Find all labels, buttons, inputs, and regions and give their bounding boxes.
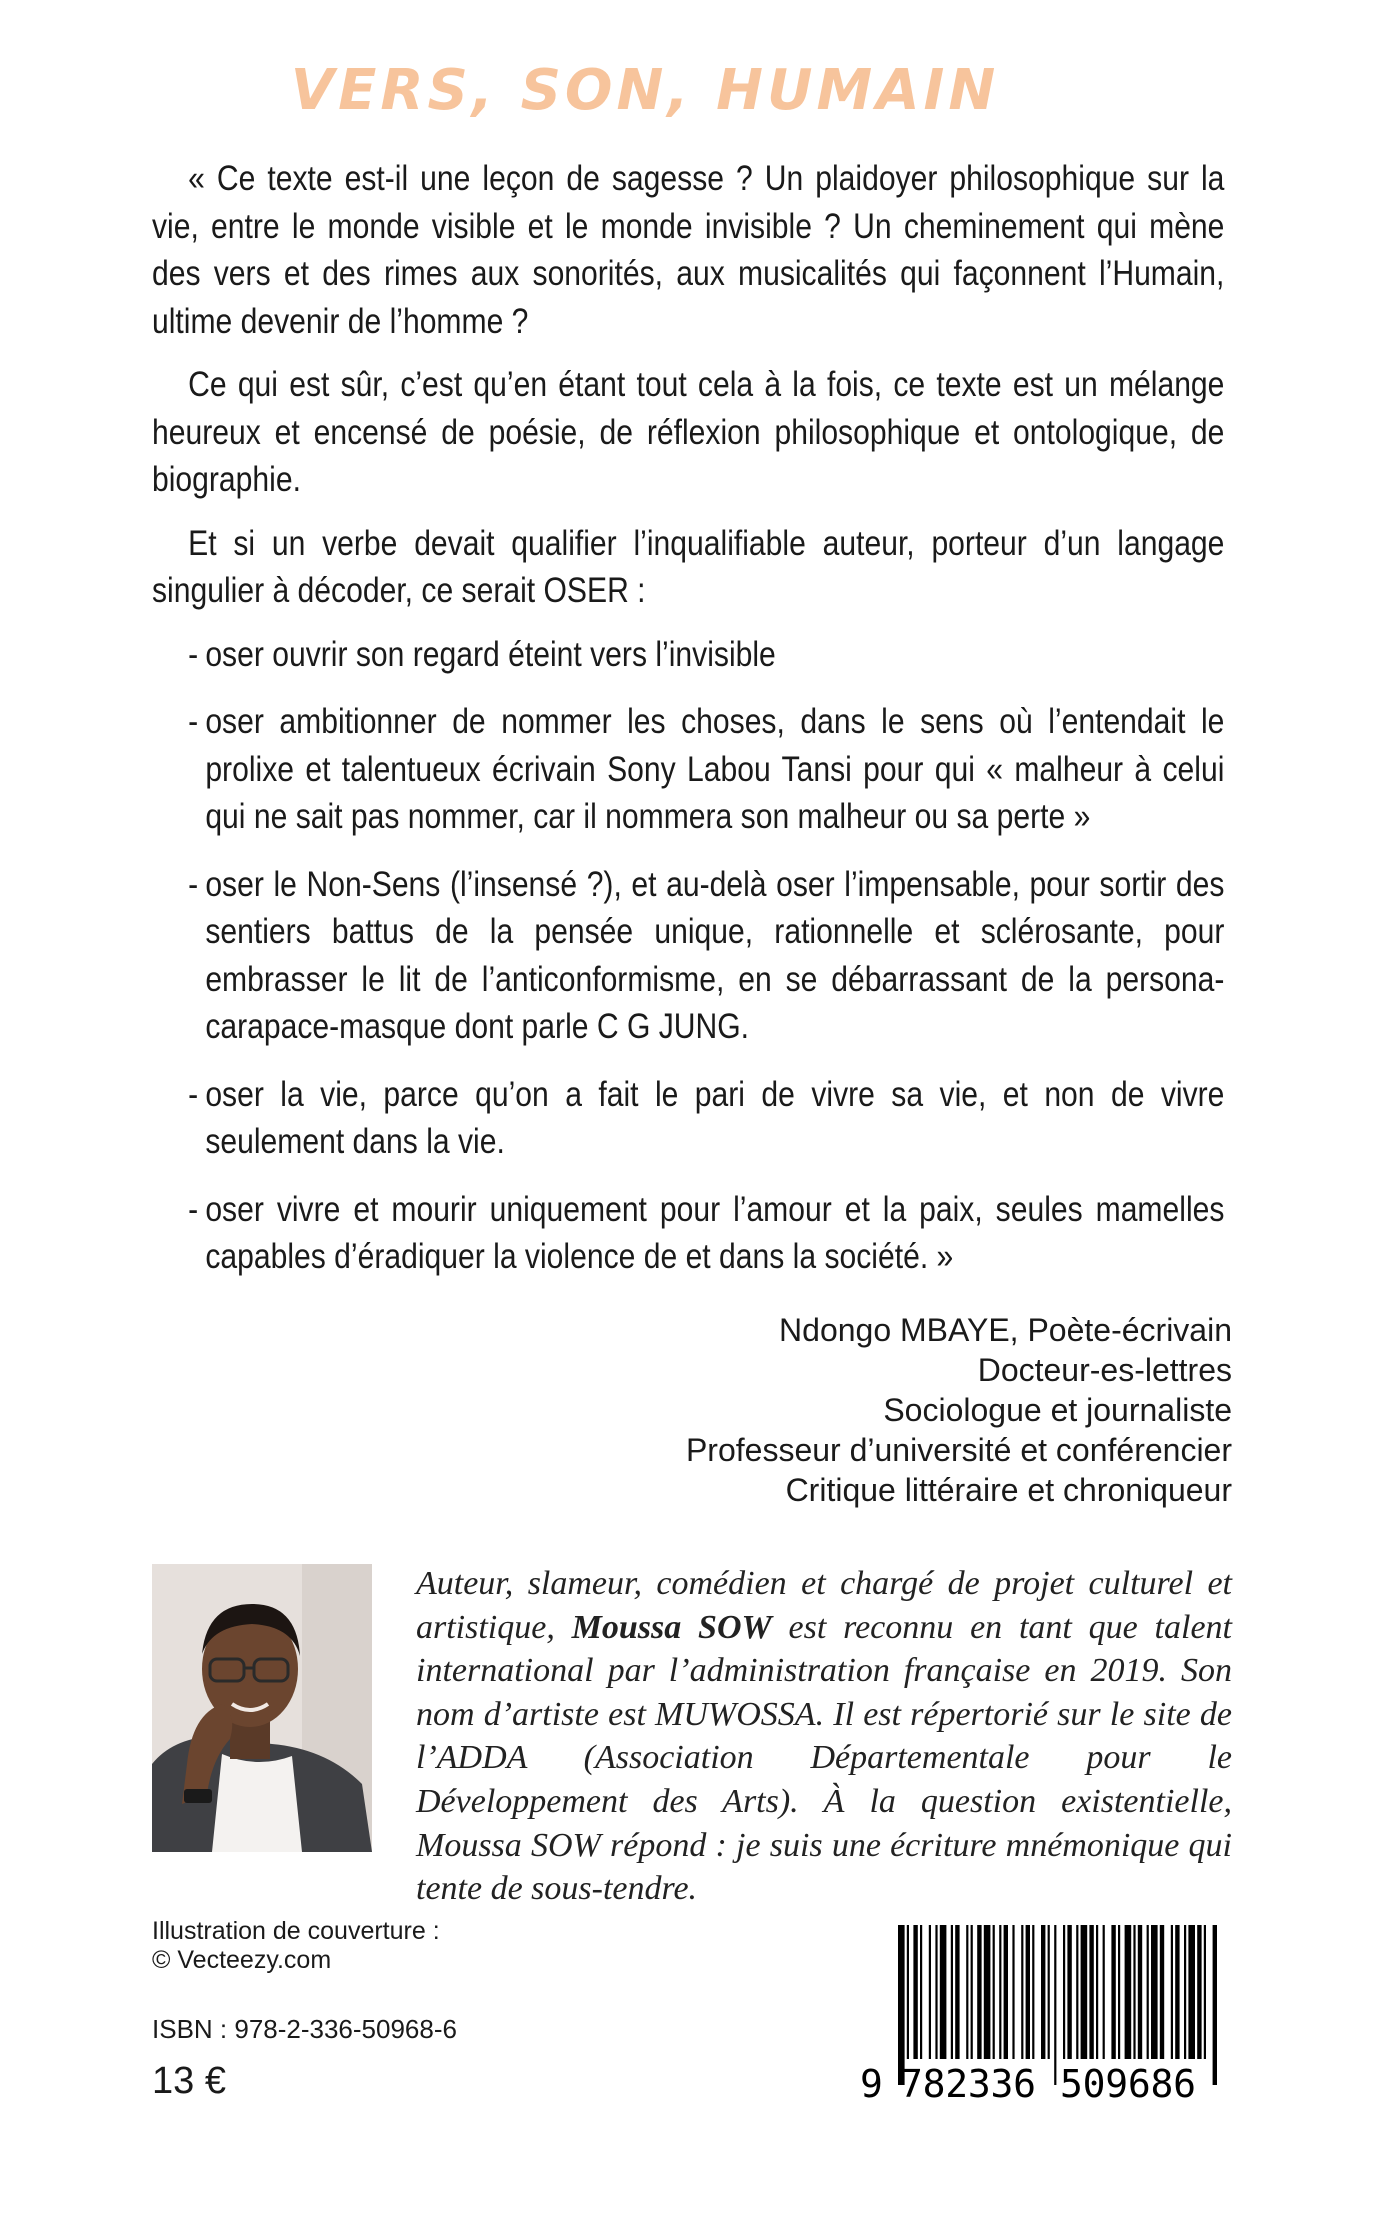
barcode-bar <box>1160 1925 1164 2059</box>
signature-line: Critique littéraire et chroniqueur <box>785 1472 1232 1508</box>
author-bio <box>416 1562 1232 1911</box>
barcode-bar <box>1048 1925 1050 2059</box>
barcode-bar <box>1138 1925 1142 2059</box>
barcode-bar <box>1032 1925 1034 2059</box>
quote-paragraph: Ce qui est sûr, c’est qu’en étant tout cela à la fois, ce texte est un mélange heureux et encensé de poésie, de réflexion philosophique et ontologique, de biographie. <box>152 365 1225 499</box>
barcode-bar <box>929 1925 931 2059</box>
barcode-bar <box>1021 1925 1023 2059</box>
list-item <box>152 698 1224 841</box>
barcode-bar <box>913 1925 917 2059</box>
barcode-bar <box>1081 1925 1088 2059</box>
book-title: VERS, SON, HUMAIN <box>290 58 1000 123</box>
barcode-bar <box>1213 1925 1217 2085</box>
barcode-bar <box>1054 1925 1056 2085</box>
barcode-first-digit: 9 <box>860 2062 883 2102</box>
signature-line: Docteur-es-lettres <box>977 1352 1232 1388</box>
barcode-bar <box>1133 1925 1135 2059</box>
quote-paragraph: « Ce texte est-il une leçon de sagesse ? Un plaidoyer philosophique sur la vie, entre le monde visible et le monde invisible ? Un cheminement qui mène des vers et des rimes aux sonorités, aux musicalités qui façonnent l’Humain, ultime devenir de l’homme ? <box>152 159 1225 341</box>
barcode-bar <box>1089 1925 1093 2059</box>
barcode-bar <box>1175 1925 1179 2059</box>
dash-bullet: - <box>188 702 199 741</box>
barcode-bar <box>951 1925 953 2059</box>
oser-list <box>152 631 1224 1281</box>
barcode-bar <box>1171 1925 1173 2059</box>
barcode-bar <box>984 1925 991 2059</box>
barcode-bar <box>1111 1925 1115 2059</box>
list-item-text: oser ambitionner de nommer les choses, dans le sens où l’entendait le prolixe et talentueux écrivain Sony Labou Tansi pour qui « malheur à celui qui ne sait pas nommer, car il nommera son malheur ou sa perte » <box>205 702 1225 836</box>
barcode-bar <box>1103 1925 1105 2059</box>
barcode-bar <box>940 1925 947 2059</box>
barcode-bar <box>920 1925 922 2059</box>
list-item <box>152 861 1224 1051</box>
list-item-text: oser ouvrir son regard éteint vers l’invisible <box>205 634 776 674</box>
list-item <box>152 1186 1224 1281</box>
barcode-bar <box>1184 1925 1186 2059</box>
barcode-right-digits: 509686 <box>1060 2062 1196 2102</box>
barcode-bar <box>1125 1925 1132 2059</box>
dash-bullet: - <box>188 634 199 674</box>
author-portrait-illustration <box>152 1564 372 1852</box>
list-item <box>152 631 1224 679</box>
dash-bullet: - <box>188 864 199 904</box>
barcode-bar <box>977 1925 981 2059</box>
quote-signature <box>686 1310 1232 1510</box>
cover-credit <box>152 1917 440 1975</box>
barcode-bar <box>1151 1925 1158 2059</box>
barcode <box>858 1921 1226 2102</box>
author-name: Moussa SOW <box>571 1608 772 1646</box>
barcode-bar <box>966 1925 968 2059</box>
dash-bullet: - <box>188 1074 199 1114</box>
credit-source: © Vecteezy.com <box>152 1946 332 1974</box>
bio-text: Auteur, slameur, comédien et chargé de projet culturel et artistique, <box>416 1565 1232 1646</box>
barcode-bar <box>1076 1925 1078 2059</box>
bio-text: est reconnu en tant que talent international par l’administration française en 2019. Son nom d’artiste est MUWOSSA. Il est répertorié sur le site de l’ADDA (Association Départementale pour le Développement des Arts). À la question existentielle, Moussa SOW répond : je suis une écriture mnémonique qui tente de sous-tendre. <box>416 1608 1232 1908</box>
barcode-bar <box>993 1925 995 2059</box>
barcode-bar <box>971 1925 973 2059</box>
barcode-graphic <box>858 1921 1226 2102</box>
barcode-bar <box>1188 1925 1195 2059</box>
barcode-bar <box>1012 1925 1014 2059</box>
barcode-bar <box>999 1925 1001 2059</box>
barcode-bar <box>1204 1925 1206 2059</box>
list-item <box>152 1071 1224 1166</box>
barcode-bar <box>955 1925 959 2059</box>
preface-quote <box>152 155 1224 1301</box>
barcode-bar <box>907 1925 909 2059</box>
list-item-text: oser le Non-Sens (l’insensé ?), et au-delà oser l’impensable, pour sortir des sentiers battus de la pensée unique, rationnelle et sclérosante, pour embrasser le lit de l’anticonformisme, en se débarrassant de la persona-carapace-masque dont parle C G JUNG. <box>205 864 1225 1046</box>
barcode-bar <box>898 1925 905 2085</box>
barcode-bar <box>1063 1925 1065 2059</box>
barcode-bar <box>1147 1925 1149 2059</box>
barcode-bar <box>1096 1925 1098 2059</box>
barcode-bar <box>1067 1925 1071 2059</box>
barcode-bar <box>1004 1925 1008 2059</box>
credit-label: Illustration de couverture : <box>152 1917 440 1945</box>
price: 13 € <box>152 2060 226 2102</box>
list-item-text: oser la vie, parce qu’on a fait le pari de vivre sa vie, et non de vivre seulement dans la vie. <box>205 1074 1225 1161</box>
barcode-bar <box>1041 1925 1045 2059</box>
barcode-bar <box>1118 1925 1120 2059</box>
list-item-text: oser vivre et mourir uniquement pour l’amour et la paix, seules mamelles capables d’éradiquer la violence de et dans la société. » <box>205 1189 1225 1276</box>
quote-paragraph: Et si un verbe devait qualifier l’inqualifiable auteur, porteur d’un langage singulier à décoder, ce serait OSER : <box>152 523 1225 610</box>
barcode-left-digits: 782336 <box>900 2062 1036 2102</box>
barcode-bar <box>1026 1925 1030 2059</box>
barcode-bar <box>1197 1925 1201 2059</box>
signature-line: Sociologue et journaliste <box>883 1392 1232 1428</box>
signature-line: Ndongo MBAYE, Poète-écrivain <box>779 1312 1232 1348</box>
dash-bullet: - <box>188 1189 199 1229</box>
signature-line: Professeur d’université et conférencier <box>685 1432 1232 1468</box>
isbn: ISBN : 978-2-336-50968-6 <box>152 2014 457 2044</box>
author-photo <box>152 1564 372 1852</box>
barcode-bar <box>935 1925 937 2059</box>
